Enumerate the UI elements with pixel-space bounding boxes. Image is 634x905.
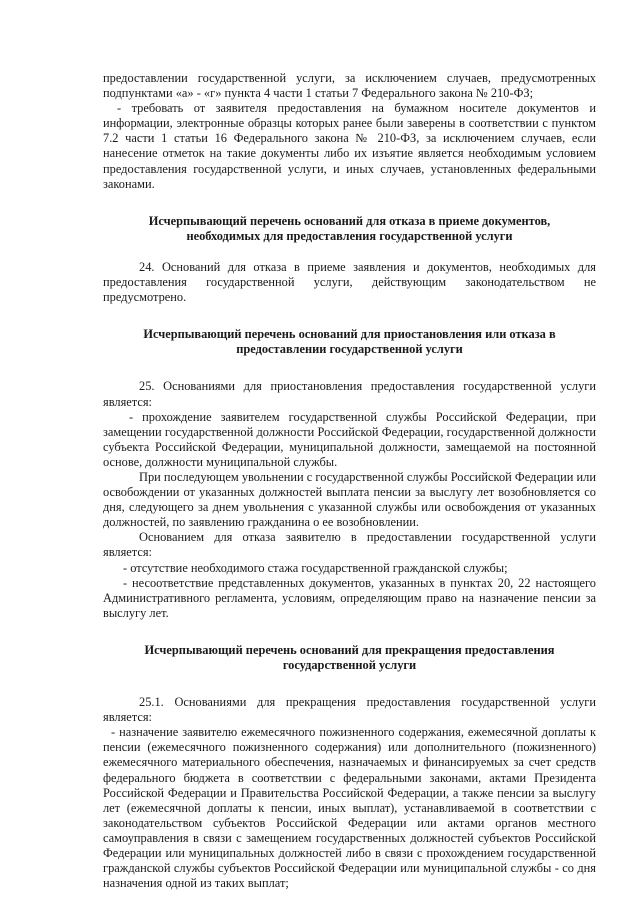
paragraph-25-bullet-service: - прохождение заявителем государственной службы Российской Федерации, при замещении государственной должности Российской Федерации, государственной должности субъекта Российской Федерации, муниципальной должности, замещаемой на постоянной основе, должности муниципальной службы.	[103, 409, 596, 469]
paragraph-24: 24. Оснований для отказа в приеме заявления и документов, необходимых для предоставления государственной услуги, действующим законодательством не предусмотрено.	[103, 259, 596, 305]
paragraph-25-1-bullet: - назначение заявителю ежемесячного пожизненного содержания, ежемесячной доплаты к пенсии (ежемесячного пожизненного содержания) или дополнительного (пожизненного) ежемесячного материального обеспечения, назначаемых и финансируемых за счет средств федерального бюджета в соответствии с федеральными законами, актами Президента Российской Федерации и Правительства Российской Федерации, а также пенсии за выслугу лет (ежемесячной доплаты к пенсии, иных выплат), устанавливаемой в соответствии с законодательством субъектов Российской Федерации или актами органов местного самоуправления в связи с замещением государственных должностей субъектов Российской Федерации или муниципальных должностей либо в связи с прохождением государственной гражданской службы субъектов Российской Федерации или муниципальной службы - со дня назначения одной из таких выплат;	[103, 725, 596, 891]
intro-continuation: предоставлении государственной услуги, за исключением случаев, предусмотренных подпунктами «а» - «г» пункта 4 части 1 статьи 7 Федерального закона № 210-ФЗ;	[103, 71, 596, 101]
heading-termination: Исчерпывающий перечень оснований для прекращения предоставления государственной услуги	[144, 642, 555, 672]
paragraph-25-resumption: При последующем увольнении с государственной службы Российской Федерации или освобождении от указанных должностей выплата пенсии за выслугу лет возобновляется со дня, следующего за днем увольнения с указанной службы или освобождения от указанных должностей, по заявлению гражданина о ее возобновлении.	[103, 469, 596, 530]
paragraph-25-bullet-experience: - отсутствие необходимого стажа государственной гражданской службы;	[123, 560, 508, 575]
paragraph-25-refusal-lead: Основанием для отказа заявителю в предоставлении государственной услуги является:	[103, 530, 596, 560]
heading-suspension-refusal: Исчерпывающий перечень оснований для приостановления или отказа в предоставлении государственной услуги	[143, 327, 556, 357]
intro-bullet: - требовать от заявителя предоставления на бумажном носителе документов и информации, электронные образцы которых ранее были заверены в соответствии с пунктом 7.2 части 1 статьи 16 Федерального закона № 210-ФЗ, за исключением случаев, если нанесение отметок на такие документы либо их изъятие является необходимым условием предоставления государственной услуги, и иных случаев, установленных федеральными законами.	[103, 101, 596, 191]
heading-refusal-documents: Исчерпывающий перечень оснований для отказа в приеме документов, необходимых для предоставления государственной услуги	[148, 213, 551, 243]
paragraph-25-lead: 25. Основаниями для приостановления предоставления государственной услуги является:	[103, 379, 596, 409]
paragraph-25-1-lead: 25.1. Основаниями для прекращения предоставления государственной услуги является:	[103, 695, 596, 725]
paragraph-25-bullet-mismatch: - несоответствие представленных документов, указанных в пунктах 20, 22 настоящего Административного регламента, условиям, определяющим право на назначение пенсии за выслугу лет.	[103, 575, 596, 620]
